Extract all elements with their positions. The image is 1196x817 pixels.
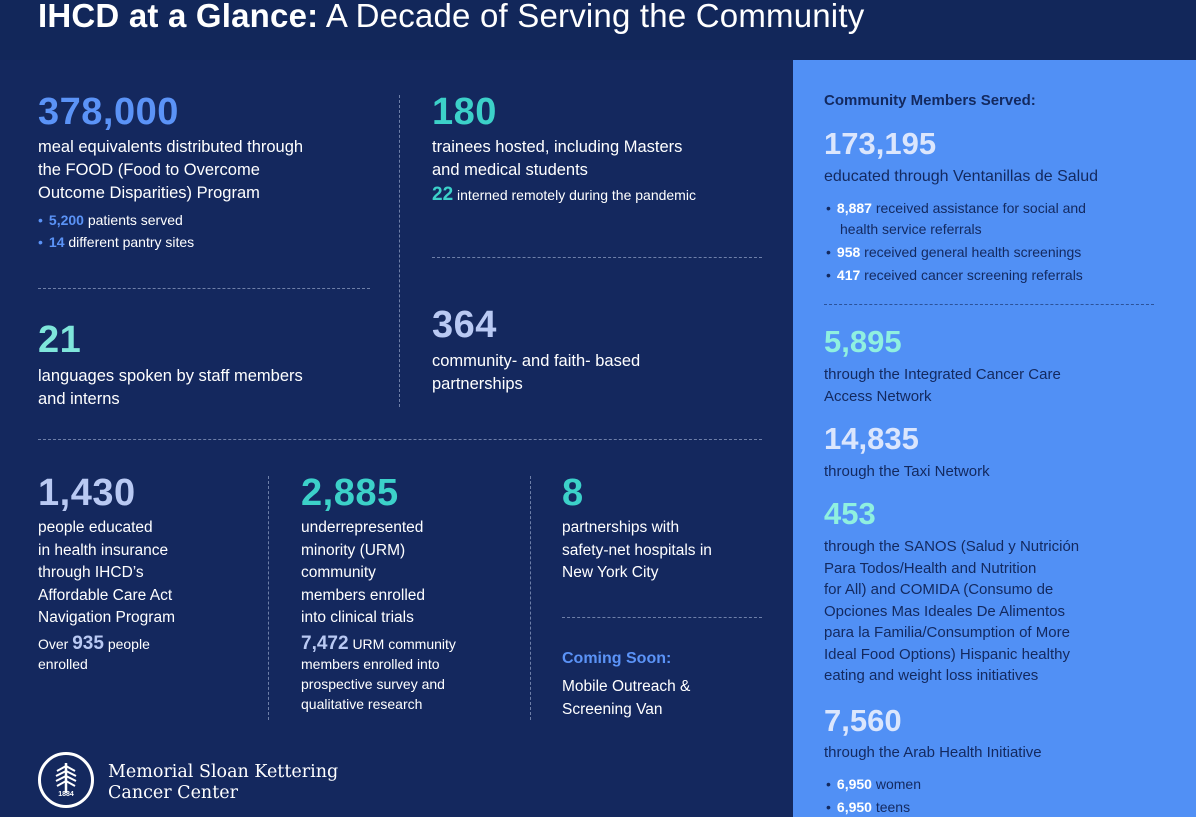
desc-line: Mobile Outreach & xyxy=(562,678,691,695)
coming-soon xyxy=(562,650,690,721)
bullet-text: patients served xyxy=(87,212,183,228)
bullet-number: 14 xyxy=(48,234,65,250)
desc-line: partnerships with xyxy=(562,519,680,536)
desc-line: Outcome Disparities) Program xyxy=(38,184,260,202)
sanos-desc xyxy=(824,536,1079,687)
divider xyxy=(530,476,531,720)
page-title xyxy=(38,0,864,38)
taxi-desc: through the Taxi Network xyxy=(824,463,990,480)
stat-languages xyxy=(38,318,303,411)
desc-line: Screening Van xyxy=(562,700,663,718)
bullet-item: • 6,950 teens xyxy=(826,799,911,815)
desc-line: Access Network xyxy=(824,387,932,405)
sub-text: people xyxy=(107,635,150,652)
sub-number: 22 xyxy=(432,184,454,205)
bullet-number: 6,950 xyxy=(836,799,872,815)
bullet-number: 5,200 xyxy=(48,212,84,228)
desc-line: the FOOD (Food to Overcome xyxy=(38,161,260,179)
title-rest: A Decade of Serving the Community xyxy=(325,0,865,34)
sub-line: prospective survey and xyxy=(301,675,445,692)
divider xyxy=(432,257,762,258)
title-bold: IHCD at a Glance: xyxy=(38,0,319,34)
desc-line: Para Todos/Health and Nutrition xyxy=(824,559,1037,577)
stat-description xyxy=(562,517,712,585)
sub-number: 7,472 xyxy=(301,632,349,654)
divider xyxy=(38,439,762,440)
sub-line: members enrolled into xyxy=(301,655,440,672)
desc-line: members enrolled xyxy=(301,586,426,604)
taxi-number: 14,835 xyxy=(824,421,919,456)
stat-description xyxy=(38,365,303,411)
divider xyxy=(268,476,269,720)
stat-description xyxy=(38,136,303,205)
stat-number: 8 xyxy=(562,472,584,514)
desc-line: para la Familia/Consumption of More xyxy=(824,624,1070,641)
divider xyxy=(399,95,400,407)
sub-line: qualitative research xyxy=(301,695,423,712)
stat-sub xyxy=(301,634,456,714)
logo-line: Cancer Center xyxy=(108,783,238,803)
desc-line: community- and faith- based xyxy=(432,352,641,370)
msk-logo-icon xyxy=(38,752,94,808)
logo-year: 1884 xyxy=(58,791,74,798)
stat-meals xyxy=(38,90,303,253)
bullet-text: women xyxy=(875,776,921,792)
stat-number: 1,430 xyxy=(38,472,136,514)
bullet-item: • 8,887 received assistance for social and health service referrals xyxy=(826,198,1086,240)
stat-description xyxy=(432,350,640,396)
integrated-number: 5,895 xyxy=(824,324,902,359)
bullet-text: received assistance for social and xyxy=(875,200,1086,216)
stat-sub xyxy=(432,185,696,205)
stat-number: 378,000 xyxy=(38,91,179,133)
stat-sub xyxy=(38,634,175,674)
desc-line: into clinical trials xyxy=(301,609,414,626)
desc-line: and medical students xyxy=(432,161,588,179)
bullet-number: 958 xyxy=(836,244,861,260)
desc-line: languages spoken by staff members xyxy=(38,367,303,385)
bullet-number: 6,950 xyxy=(836,776,872,792)
desc-line: underrepresented xyxy=(301,519,424,536)
bullet-item: • 958 received general health screenings xyxy=(826,244,1082,260)
logo-text xyxy=(108,762,338,804)
bullet-number: 417 xyxy=(836,267,861,283)
stat-description xyxy=(301,517,456,630)
stat-number: 364 xyxy=(432,304,497,346)
arab-desc: through the Arab Health Initiative xyxy=(824,744,1042,761)
stat-number: 21 xyxy=(38,319,82,361)
ventanillas-number: 173,195 xyxy=(824,126,937,161)
sub-text: URM community xyxy=(352,635,456,652)
desc-line: Affordable Care Act xyxy=(38,586,173,604)
bullet-text: health service referrals xyxy=(840,221,982,237)
desc-line: meal equivalents distributed through xyxy=(38,138,304,156)
sub-prefix: Over xyxy=(38,635,69,652)
integrated-desc xyxy=(824,364,1061,407)
desc-line: minority (URM) xyxy=(301,541,406,559)
desc-line: through the Integrated Cancer Care xyxy=(824,366,1061,383)
desc-line: eating and weight loss initiatives xyxy=(824,667,1039,684)
stat-number: 180 xyxy=(432,91,497,133)
logo-line: Memorial Sloan Kettering xyxy=(108,762,339,782)
bullet-number: 8,887 xyxy=(836,200,872,216)
sub-number: 935 xyxy=(72,632,104,654)
sanos-number: 453 xyxy=(824,496,876,531)
stat-insurance xyxy=(38,471,175,674)
desc-line: and interns xyxy=(38,390,120,408)
bullet-text: different pantry sites xyxy=(68,234,195,250)
stat-number: 2,885 xyxy=(301,472,399,514)
stat-description xyxy=(432,136,696,182)
bullet-item: • 417 received cancer screening referrals xyxy=(826,267,1083,283)
desc-line: Ideal Food Options) Hispanic healthy xyxy=(824,645,1070,663)
bullet-text: teens xyxy=(875,799,911,815)
stat-trainees xyxy=(432,90,696,205)
bullet-item: • 14 different pantry sites xyxy=(38,234,195,250)
divider xyxy=(824,304,1154,305)
bullet-item: • 6,950 women xyxy=(826,776,921,792)
community-heading: Community Members Served: xyxy=(824,92,1036,109)
desc-line: through IHCD’s xyxy=(38,564,144,581)
ventanillas-desc: educated through Ventanillas de Salud xyxy=(824,168,1098,185)
divider xyxy=(562,617,762,618)
bullet-text: received cancer screening referrals xyxy=(864,267,1083,283)
bullet-item: • 5,200 patients served xyxy=(38,212,183,228)
desc-line: in health insurance xyxy=(38,541,169,559)
desc-line: New York City xyxy=(562,564,659,581)
desc-line: Opciones Mas Ideales De Alimentos xyxy=(824,602,1065,620)
desc-line: trainees hosted, including Masters xyxy=(432,138,683,156)
desc-line: people educated xyxy=(38,519,153,536)
desc-line: safety-net hospitals in xyxy=(562,541,712,559)
stat-partnerships xyxy=(432,303,640,396)
coming-soon-label: Coming Soon: xyxy=(562,650,672,667)
desc-line: Navigation Program xyxy=(38,609,175,626)
desc-line: community xyxy=(301,564,376,581)
sub-line: enrolled xyxy=(38,655,88,672)
stat-description xyxy=(38,517,175,630)
bullet-text: received general health screenings xyxy=(864,244,1082,260)
arab-number: 7,560 xyxy=(824,703,902,738)
desc-line: for All) and COMIDA (Consumo de xyxy=(824,581,1054,598)
sub-text: interned remotely during the pandemic xyxy=(457,187,696,203)
desc-line: partnerships xyxy=(432,375,523,393)
divider xyxy=(38,288,370,289)
desc-line: through the SANOS (Salud y Nutrición xyxy=(824,538,1080,555)
stat-hospitals xyxy=(562,471,712,585)
stat-urm xyxy=(301,471,456,714)
coming-soon-text xyxy=(562,676,690,721)
